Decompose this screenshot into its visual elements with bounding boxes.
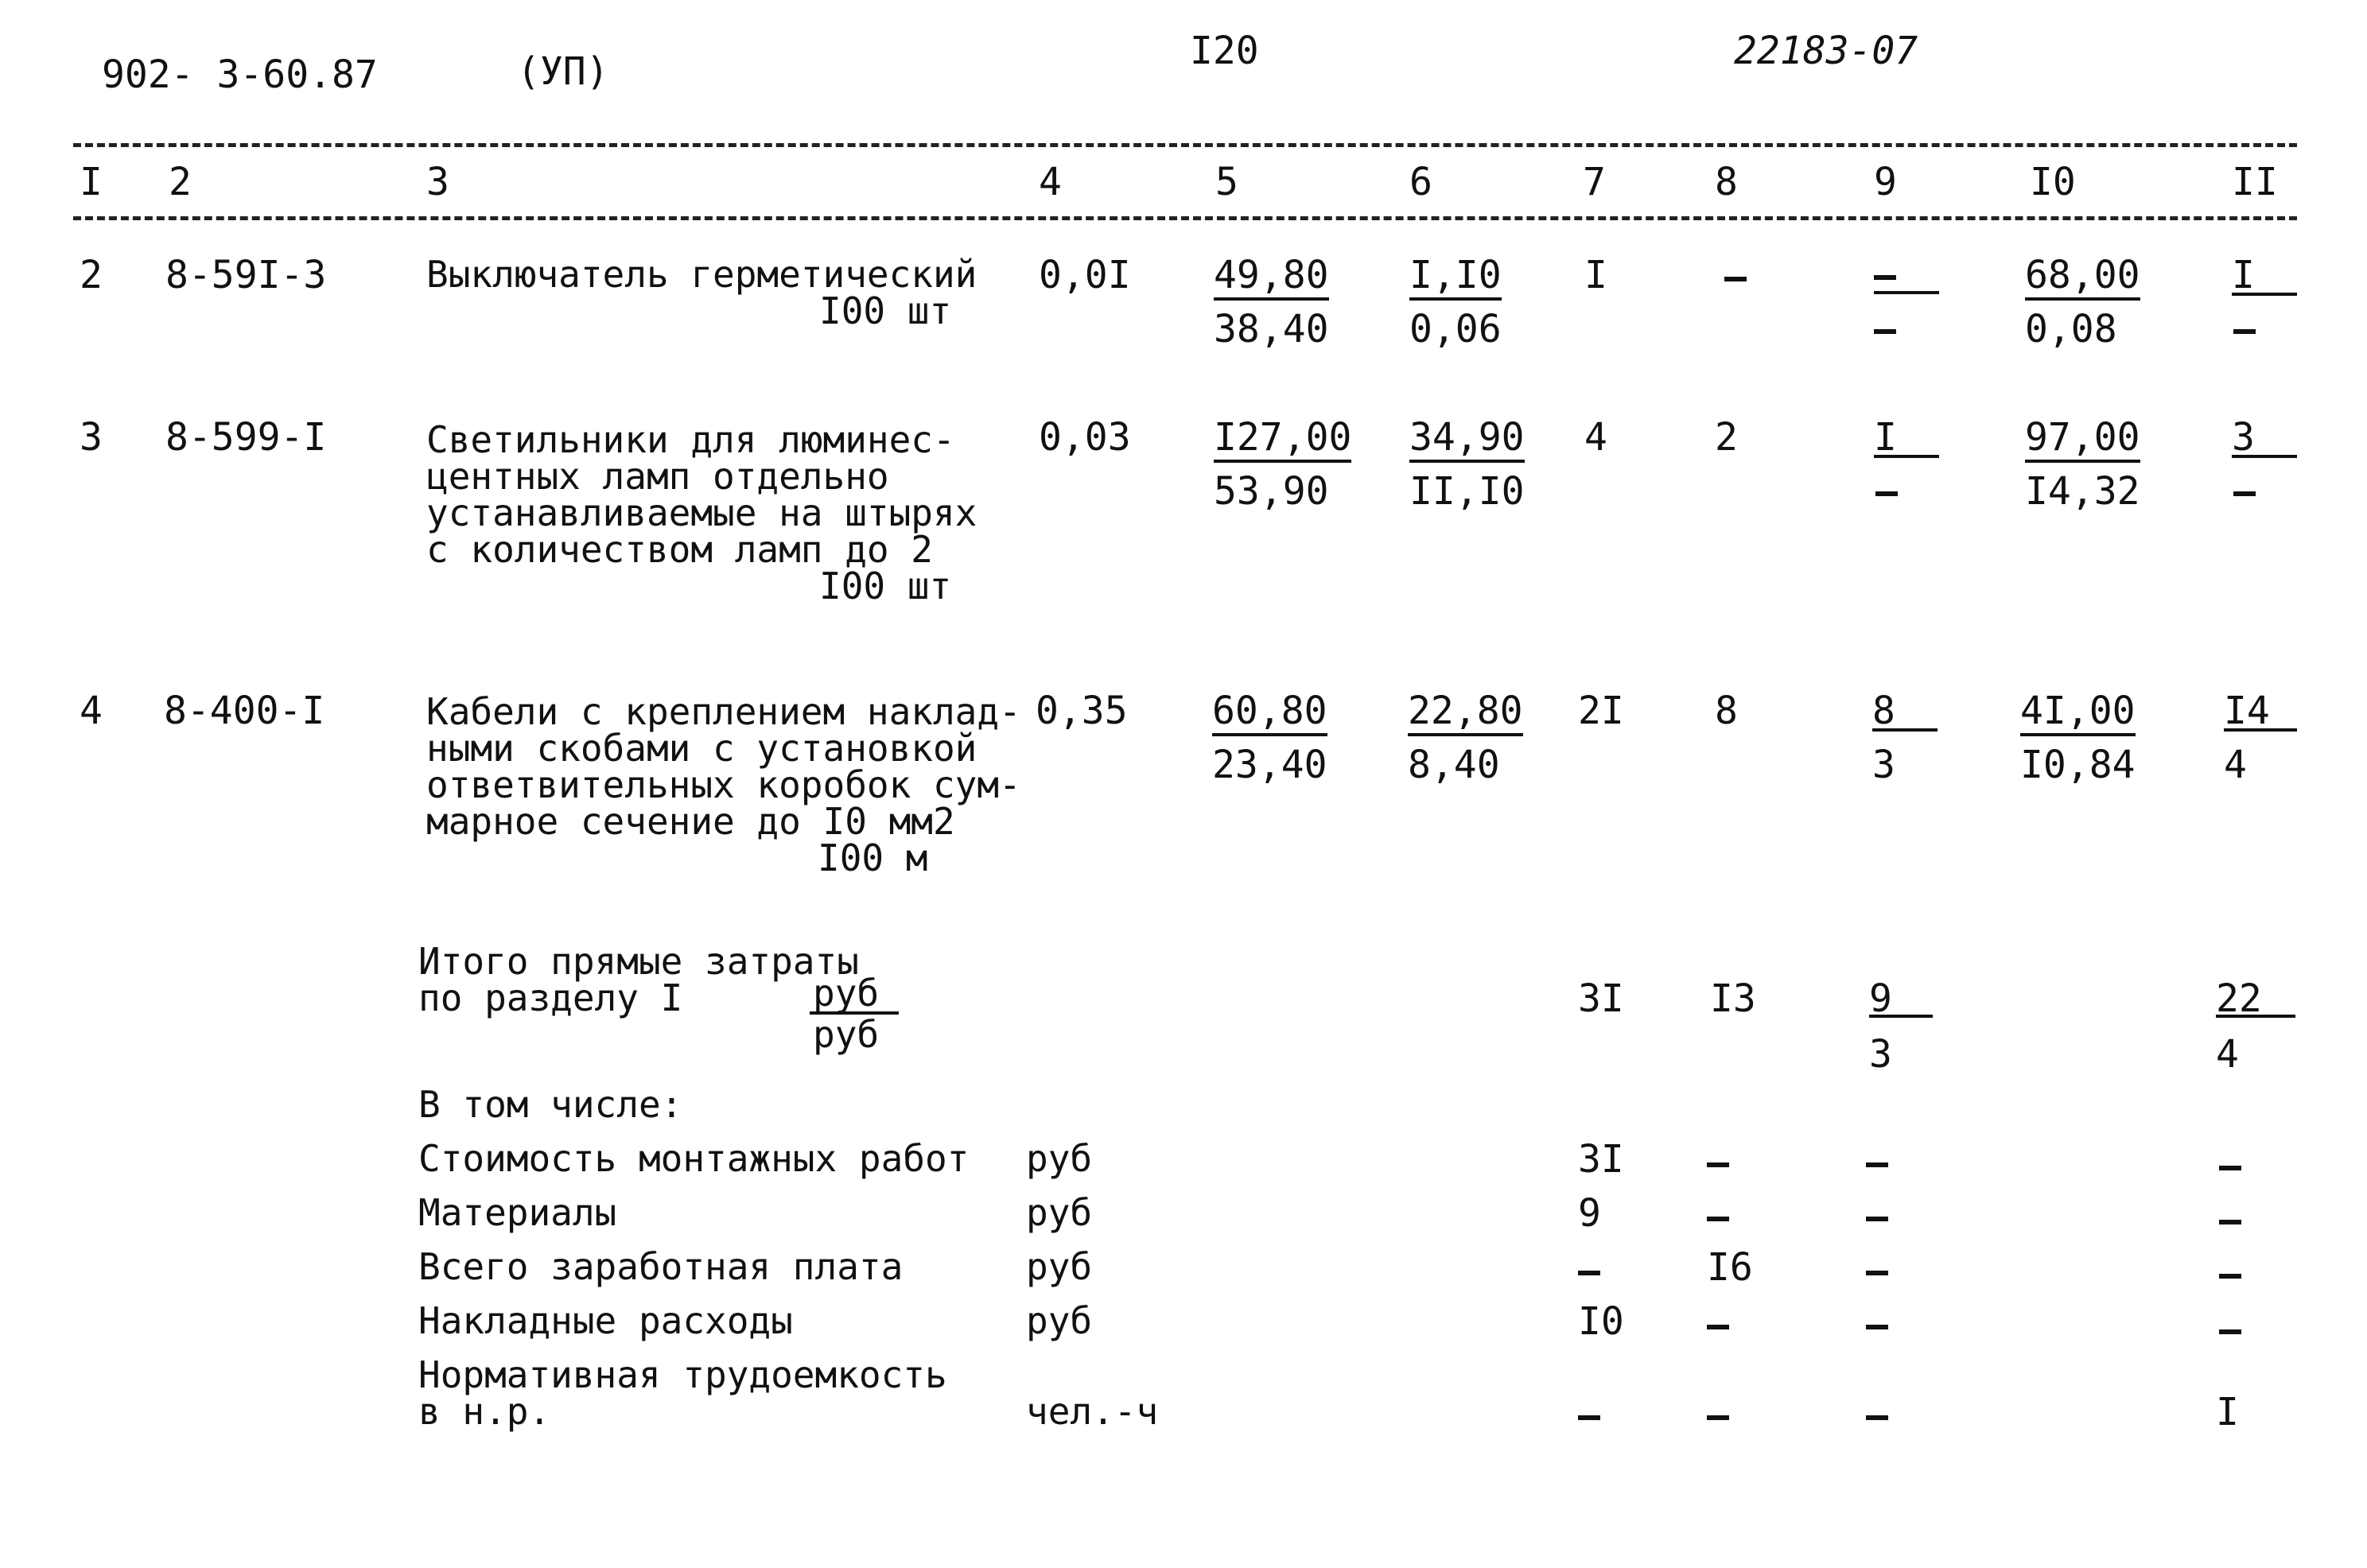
col9-underline [1874,291,1939,294]
col5-bottom-value: 38,40 [1214,307,1329,351]
item-col9-dash [1866,1217,1888,1221]
col9-bottom-value: 3 [1872,743,1895,787]
row-name-unit: I00 м [818,836,928,879]
col5-top-value: 49,80 [1214,253,1329,301]
item-col11-dash [2219,1329,2241,1334]
totals-col7: 3I [1578,976,1624,1021]
col6-bottom-value: 8,40 [1408,743,1500,787]
col-header-2: 2 [169,160,192,204]
totals-col11-underline [2216,1015,2295,1018]
row-name-line: с количеством ламп до 2 [426,528,933,571]
col10-top-value: 97,00 [2025,415,2140,463]
col5-bottom-value: 23,40 [1212,743,1327,787]
row-number: 2 [80,253,103,297]
row-quantity: 0,35 [1036,689,1128,733]
col11-underline [2224,728,2297,732]
col11-bottom-dash [2233,491,2256,496]
norm-col11: I [2216,1390,2239,1434]
item-unit: руб [1026,1299,1093,1342]
col-header-7: 7 [1583,160,1606,204]
item-col8-dash [1707,1162,1729,1167]
col11-top-value: I4 [2224,689,2270,733]
col5-top-value: 60,80 [1212,689,1327,736]
row-number: 3 [80,415,103,460]
row-name-unit: I00 шт [819,289,952,332]
col8-value: 8 [1715,689,1738,733]
totals-col9-underline [1869,1015,1933,1018]
totals-unit-top: руб [813,972,880,1015]
row-quantity: 0,0I [1039,253,1131,297]
row-name-line: Кабели с креплением наклад- [426,690,1021,733]
item-name: Всего заработная плата [418,1245,904,1288]
col10-top-value: 4I,00 [2020,689,2136,736]
col-header-5: 5 [1215,160,1238,204]
col10-bottom-value: 0,08 [2025,307,2117,351]
item-col11-dash [2219,1166,2241,1170]
col-header-4: 4 [1039,160,1062,204]
col11-bottom-dash [2233,329,2256,334]
col-header-9: 9 [1874,160,1897,204]
norm-col7-dash [1578,1415,1600,1420]
col9-bottom-dash [1875,491,1898,496]
item-col9-dash [1866,1162,1888,1167]
row-number: 4 [80,689,103,733]
col11-bottom-value: 4 [2224,743,2247,787]
col6-bottom-value: 0,06 [1409,307,1502,351]
col-header-11: II [2232,160,2278,204]
col9-bottom-dash [1874,329,1896,334]
header-top-rule [73,143,2297,147]
page-number: I20 [1190,29,1259,73]
document-number: 22183-07 [1734,29,1918,73]
col11-top-value: I [2232,253,2255,297]
col-header-3: 3 [426,160,449,204]
item-name: Материалы [418,1191,617,1234]
totals-col11-top: 22 [2216,976,2262,1021]
document-part: (УП) [517,49,609,94]
item-name: Стоимость монтажных работ [418,1137,970,1180]
col6-bottom-value: II,I0 [1409,469,1525,514]
totals-col9-top: 9 [1869,976,1892,1021]
item-col9-dash [1866,1325,1888,1329]
item-name: Накладные расходы [418,1299,793,1342]
col10-top-value: 68,00 [2025,253,2140,301]
item-col7: 9 [1578,1191,1601,1236]
col11-underline [2232,293,2297,296]
item-unit: руб [1026,1245,1093,1288]
row-name-line: центных ламп отдельно [426,455,889,498]
col9-underline [1872,728,1938,732]
col9-underline [1874,455,1939,458]
item-col8: I6 [1707,1245,1753,1290]
totals-col11-bottom: 4 [2216,1032,2239,1077]
row-name-line: устанавливаемые на штырях [426,491,978,534]
col6-top-value: I,I0 [1409,253,1502,301]
row-name-line: ответвительных коробок сум- [426,763,1021,806]
item-col8-dash [1707,1217,1729,1221]
col10-bottom-value: I4,32 [2025,469,2140,514]
row-code: 8-400-I [164,689,325,733]
item-col9-dash [1866,1271,1888,1275]
item-unit: руб [1026,1191,1093,1234]
totals-label-line2: по разделу I [418,976,683,1019]
col9-top-value: 8 [1872,689,1895,733]
document-code: 902- 3-60.87 [102,52,378,97]
col8-dash [1724,277,1747,281]
item-col7: I0 [1578,1299,1624,1344]
row-name-line: ными скобами с установкой [426,727,978,770]
col5-bottom-value: 53,90 [1214,469,1329,514]
col11-top-value: 3 [2232,415,2255,460]
row-name-unit: I00 шт [819,565,952,607]
col-header-1: I [80,160,103,204]
row-name-line: марное сечение до I0 мм2 [426,800,955,843]
item-col11-dash [2219,1220,2241,1225]
col7-value: I [1584,253,1607,297]
row-code: 8-59I-3 [165,253,327,297]
item-col11-dash [2219,1274,2241,1279]
norm-unit: чел.-ч [1026,1390,1159,1433]
row-quantity: 0,03 [1039,415,1131,460]
row-name-line: Выключатель герметический [426,253,978,296]
item-col7-dash [1578,1271,1600,1275]
col6-top-value: 34,90 [1409,415,1525,463]
col10-bottom-value: I0,84 [2020,743,2136,787]
item-col8-dash [1707,1325,1729,1329]
col5-top-value: I27,00 [1214,415,1351,463]
totals-label-line1: Итого прямые затраты [418,940,859,983]
item-col7: 3I [1578,1137,1624,1182]
norm-name-line2: в н.р. [418,1390,551,1433]
norm-col9-dash [1866,1415,1888,1420]
col7-value: 2I [1578,689,1624,733]
col6-top-value: 22,80 [1408,689,1523,736]
col-header-8: 8 [1715,160,1738,204]
row-code: 8-599-I [165,415,327,460]
row-name-line: Светильники для люминес- [426,418,955,461]
norm-name-line1: Нормативная трудоемкость [418,1353,947,1396]
col-header-6: 6 [1409,160,1432,204]
col9-top-value: I [1874,415,1897,460]
col11-underline [2232,455,2297,458]
totals-unit-bottom: руб [813,1013,880,1056]
col-header-10: I0 [2030,160,2076,204]
col9-top-dash [1874,275,1896,280]
col8-value: 2 [1715,415,1738,460]
norm-col8-dash [1707,1415,1729,1420]
col7-value: 4 [1584,415,1607,460]
item-unit: руб [1026,1137,1093,1180]
header-bottom-rule [73,216,2297,220]
totals-col8: I3 [1710,976,1756,1021]
including-label: В том числе: [418,1083,683,1126]
totals-col9-bottom: 3 [1869,1032,1892,1077]
